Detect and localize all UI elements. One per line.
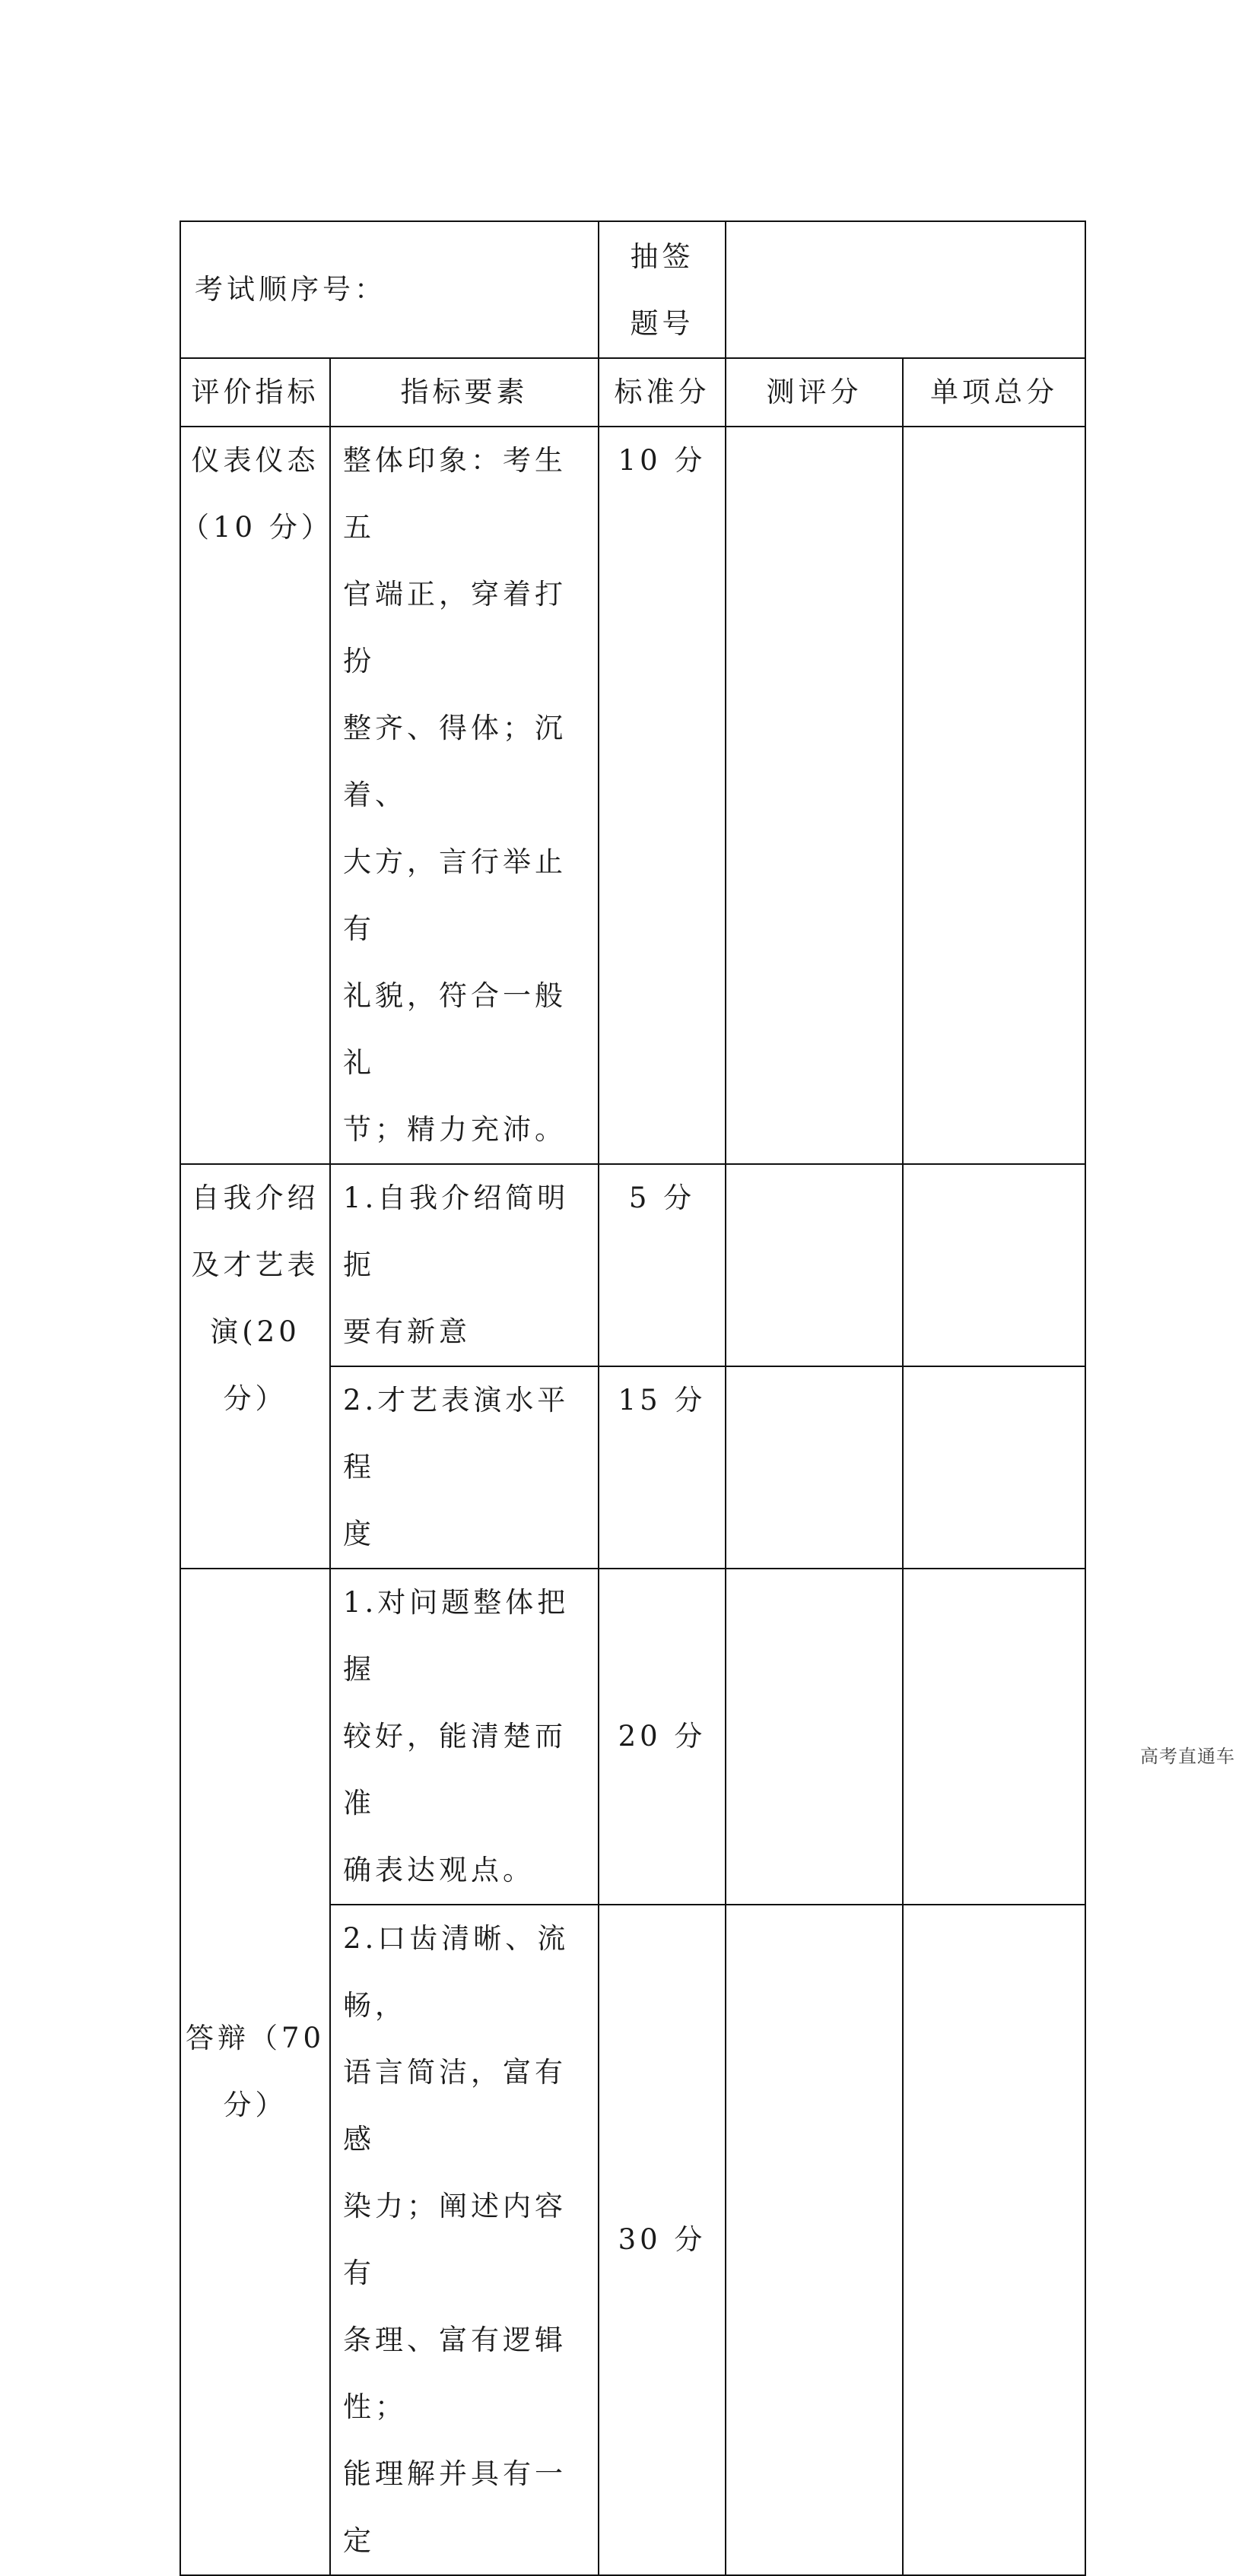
exam-order-cell [180,221,599,358]
element-line: 染力；阐述内容有 [343,2190,567,2289]
element-line: 较好，能清楚而准 [343,1720,567,1819]
defense-indicator [180,1569,330,2575]
appearance-indicator-line2: （10 分） [181,511,333,544]
element-line: 1.自我介绍简明扼 [343,1182,570,1281]
defense-item2-standard: 30 分 [599,1905,726,2575]
intro-indicator-line: 演(20 分） [210,1315,300,1415]
appearance-standard: 10 分 [599,427,726,1164]
row-intro-1 [180,1164,1085,1366]
element-line: 礼貌，符合一般礼 [343,979,567,1079]
defense-item1-assessed [726,1569,903,1905]
col-header-standard: 标准分 [599,358,726,427]
intro-item1-total [903,1164,1085,1366]
header-row [180,221,1085,358]
col-header-elements: 指标要素 [330,358,599,427]
element-line: 2.口齿清晰、流畅， [343,1922,570,2022]
element-line: 语言简洁，富有感 [343,2056,567,2156]
defense-indicator-line2: 分） [223,2089,287,2121]
intro-item1-assessed [726,1164,903,1366]
col-header-indicator: 评价指标 [180,358,330,427]
element-line: 要有新意 [343,1315,471,1348]
element-line: 确表达观点。 [343,1854,535,1886]
intro-item2-assessed [726,1366,903,1569]
evaluation-table [179,220,1086,2576]
intro-indicator [180,1164,330,1569]
element-line: 整体印象：考生五 [343,444,567,544]
row-appearance [180,427,1085,1164]
element-line: 度 [343,1518,375,1550]
intro-item2-elements [330,1366,599,1569]
element-line: 能理解并具有一定 [343,2457,567,2557]
appearance-indicator [180,427,333,1164]
intro-indicator-line: 自我介绍 [191,1182,319,1214]
exam-order-label: 考试顺序号： [195,273,386,306]
draw-label-line2: 题号 [630,307,694,340]
column-header-row [180,358,1085,427]
draw-label-cell [599,221,726,358]
appearance-elements [330,427,599,1164]
element-line: 整齐、得体；沉着、 [343,712,567,811]
draw-label-line1: 抽签 [630,240,694,273]
row-defense-1 [180,1569,1085,1905]
element-line: 1.对问题整体把握 [343,1586,570,1686]
element-line: 官端正，穿着打扮 [343,578,567,677]
appearance-indicator-line1: 仪表仪态 [191,444,319,477]
defense-item2-elements [330,1905,599,2575]
brand-watermark: 高考直通车 [1140,1746,1235,1767]
intro-item1-standard: 5 分 [599,1164,726,1366]
draw-value-cell [726,221,1085,358]
intro-item2-total [903,1366,1085,1569]
intro-indicator-line: 及才艺表 [191,1248,319,1281]
intro-item2-standard: 15 分 [599,1366,726,1569]
intro-item1-elements [330,1164,599,1366]
defense-item1-elements [330,1569,599,1905]
element-line: 条理、富有逻辑性； [343,2324,567,2423]
defense-item2-total [903,1905,1085,2575]
element-line: 大方，言行举止有 [343,845,567,945]
appearance-item-total [903,427,1085,1164]
element-line: 节；精力充沛。 [343,1113,567,1146]
appearance-assessed [726,427,903,1164]
defense-item1-standard: 20 分 [599,1569,726,1905]
element-line: 2.才艺表演水平程 [343,1384,570,1483]
defense-item2-assessed [726,1905,903,2575]
defense-indicator-line1: 答辩（70 [185,2022,326,2054]
col-header-item-total: 单项总分 [903,358,1085,427]
defense-item1-total [903,1569,1085,1905]
col-header-assessed: 测评分 [726,358,903,427]
